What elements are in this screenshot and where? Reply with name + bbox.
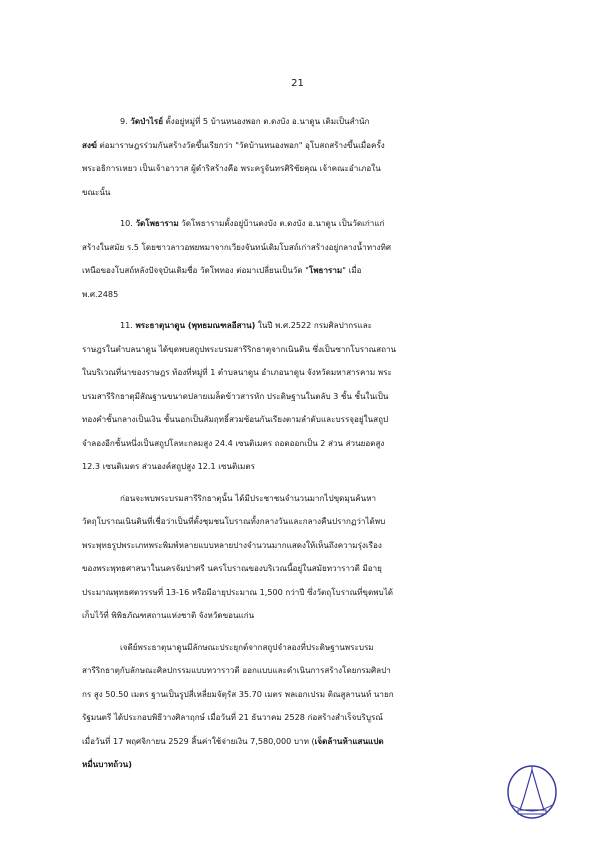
- text-line: [82, 534, 534, 558]
- bold-text: วัดโพธาราม: [135, 218, 179, 228]
- text-run: ตั้งอยู่หมู่ที่ 5 บ้านหนองพอก ต.ดงบัง อ.นาดูน เดิมเป็นสำนัก: [162, 116, 370, 126]
- text-line: [82, 487, 534, 511]
- bold-text: วัดป่าไรย์: [130, 116, 163, 126]
- page-number: 21: [291, 78, 304, 89]
- text-line: [82, 338, 534, 362]
- text-line: [82, 683, 534, 707]
- text-line: [82, 730, 534, 754]
- paragraph-p9: [82, 110, 534, 204]
- text-run: ทองคำชั้นกลางเป็นเงิน ชั้นนอกเป็นสัมฤทธิ์สวมซ้อนกันเรียงตามลำดับและบรรจุอยู่ในสถูป: [82, 414, 389, 424]
- text-line: [82, 510, 534, 534]
- text-line: [82, 283, 534, 307]
- paragraph-p10: [82, 212, 534, 306]
- document-body: [82, 110, 534, 785]
- paragraph-p11: [82, 314, 534, 479]
- text-run: สารีริกธาตุกับลักษณะศิลปกรรมแบบทวาราวดี ออกแบบและดำเนินการสร้างโดยกรมศิลปา: [82, 665, 391, 675]
- bold-text: หมื่นบาทถ้วน): [82, 759, 132, 769]
- text-line: [82, 408, 534, 432]
- text-run: รัฐมนตรี ได้ประกอบพิธีวางศิลาฤกษ์ เมื่อวันที่ 21 ธันวาคม 2528 ก่อสร้างสำเร็จบริบูรณ์: [82, 712, 383, 722]
- bold-text: พระธาตุนาดูน (พุทธมณฑลอีสาน): [135, 320, 256, 330]
- text-line: [82, 581, 534, 605]
- text-line: [82, 236, 534, 260]
- text-run: เหนือของโบสถ์หลังปัจจุบันเดิมชื่อ วัดโพทอง ต่อมาเปลี่ยนเป็นวัด ": [82, 265, 309, 275]
- text-run: สร้างในสมัย ร.5 โดยชาวลาวอพยพมาจากเวียงจันทน์เดิมโบสถ์เก่าสร้างอยู่กลางน้ำทางทิศ: [82, 241, 391, 252]
- text-line: [82, 604, 534, 628]
- text-line: [82, 385, 534, 409]
- text-run: ต่อมาราษฎรร่วมกันสร้างวัดขึ้นเรียกว่า "วัดบ้านหนองพอก" อุโบสถสร้างขึ้นเมื่อครั้ง: [96, 139, 385, 150]
- text-run: ประมาณพุทธศตวรรษที่ 13-16 หรือมีอายุประมาณ 1,500 กว่าปี ซึ่งวัตถุโบราณที่ขุดพบได้: [82, 586, 394, 597]
- text-line: [82, 557, 534, 581]
- text-line: [82, 361, 534, 385]
- text-run: 12.3 เซนติเมตร ส่วนองค์สถูปสูง 12.1 เซนติเมตร: [82, 461, 255, 471]
- text-run: เจดีย์พระธาตุนาดูนมีลักษณะประยุกต์จากสถูปจำลองที่ประดิษฐานพระบรม: [120, 641, 374, 652]
- text-line: [82, 110, 534, 134]
- text-line: [82, 259, 534, 283]
- text-run: ขณะนั้น: [82, 186, 111, 197]
- province-seal-logo: [506, 764, 558, 820]
- text-line: [82, 636, 534, 660]
- text-run: กร สูง 50.50 เมตร ฐานเป็นรูปสี่เหลี่ยมจัตุรัส 35.70 เมตร พลเอกเปรม ติณสูลานนท์ นายก: [82, 688, 394, 699]
- text-run: ก่อนจะพบพระบรมสารีริกธาตุนั้น ได้มีประชาชนจำนวนมากไปขุดมุนค้นหา: [120, 492, 377, 503]
- paragraph-p12: [82, 487, 534, 628]
- text-line: [82, 157, 534, 181]
- text-line: [82, 134, 534, 158]
- text-line: [82, 659, 534, 683]
- text-line: [82, 432, 534, 456]
- text-line: [82, 455, 534, 479]
- text-run: 10.: [120, 218, 136, 228]
- text-run: 9.: [120, 116, 131, 126]
- text-run: พระพุทธรูปพระเภทพระพิมพ์หลายแบบหลายปางจำนวนมากแสดงให้เห็นถึงความรุ่งเรือง: [82, 539, 382, 550]
- text-line: [82, 181, 534, 205]
- text-run: บรมสารีริกธาตุมีสัณฐานขนาดปลายเมล็ดข้าวสารหัก ประดิษฐานในตลับ 3 ชั้น ชั้นในเป็น: [82, 390, 389, 401]
- text-line: [82, 212, 534, 236]
- text-run: ในปี พ.ศ.2522 กรมศิลปากรและ: [255, 320, 373, 330]
- text-run: " เมื่อ: [342, 265, 362, 275]
- text-run: ราษฎรในตำบลนาดูน ได้ขุดพบสถูปพระบรมสารีริกธาตุจากเนินดิน ซึ่งเป็นซากโบราณสถาน: [82, 343, 397, 354]
- bold-text: สงฆ์: [82, 139, 97, 150]
- text-run: เมื่อวันที่ 17 พฤศจิกายน 2529 สิ้นค่าใช้จ่ายเงิน 7,580,000 บาท (: [82, 735, 315, 746]
- bold-text: โพธาราม: [308, 265, 343, 275]
- text-run: ในบริเวณที่นาของราษฎร ท้องที่หมู่ที่ 1 ตำบลนาดูน อำเภอนาดูน จังหวัดมหาสารคาม พระ: [82, 367, 392, 377]
- text-run: พ.ศ.2485: [82, 288, 119, 299]
- text-run: 11.: [120, 320, 136, 330]
- paragraph-p13: [82, 636, 534, 777]
- text-line: [82, 753, 534, 777]
- text-run: วัตถุโบราณเนินดินที่เชื่อว่าเป็นที่ตั้งชุมชนโบราณทั้งกลางวันและกลางคืนปรากฏว่าได้พบ: [82, 516, 386, 526]
- text-run: ของพระพุทธศาสนาในนครจัมปาศรี นครโบราณของบริเวณนี้อยู่ในสมัยทวาราวดี มีอายุ: [82, 563, 382, 573]
- text-line: [82, 314, 534, 338]
- text-run: จำลองอีกชั้นหนึ่งเป็นสถูปโลหะกลมสูง 24.4 เซนติเมตร ถอดออกเป็น 2 ส่วน ส่วนยอดสูง: [82, 437, 385, 448]
- text-line: [82, 706, 534, 730]
- text-run: พระอธิการเหยว เป็นเจ้าอาวาส ผู้ดำริสร้างคือ พระครูจันทรศิริชัยคุณ เจ้าคณะอำเภอใน: [82, 163, 381, 173]
- text-run: วัดโพธารามตั้งอยู่บ้านดงบัง ต.ดงบัง อ.นาดูน เป็นวัดเก่าแก่: [178, 218, 385, 228]
- text-run: เก็บไว้ที่ พิพิธภัณฑสถานแห่งชาติ จังหวัดขอนแก่น: [82, 610, 255, 620]
- bold-text: เจ็ดล้านห้าแสนแปด: [314, 735, 384, 746]
